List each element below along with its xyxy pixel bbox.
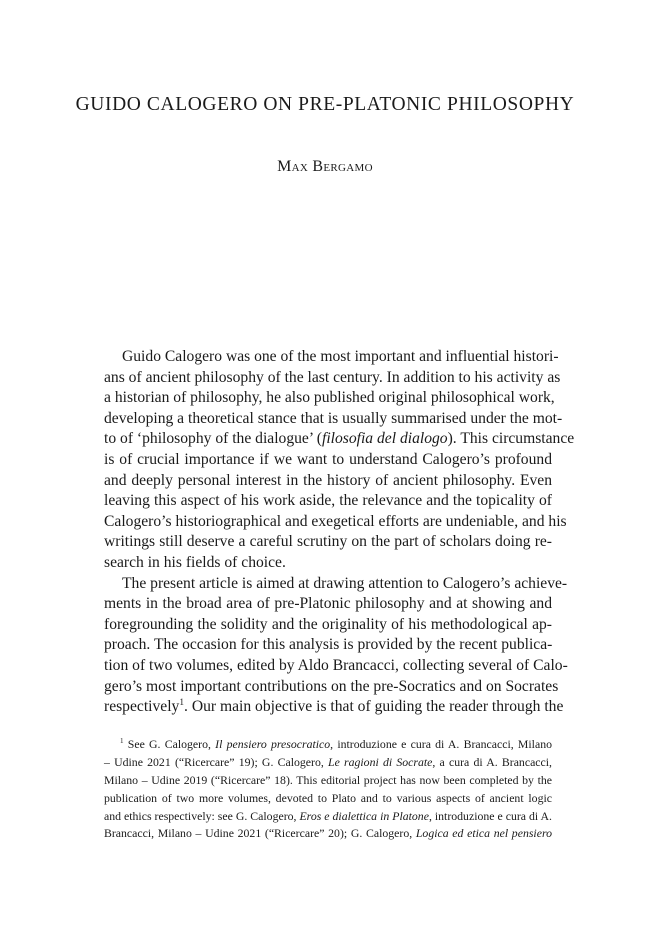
text-run: , introduzione e cura di A. Brancacci, Milano xyxy=(330,737,552,751)
italic-title: Logica ed etica nel pensiero xyxy=(415,826,553,841)
text-line: a historian of philosophy, he also published original philosophical work, xyxy=(104,389,555,407)
text-run: to of ‘philosophy of the dialogue’ ( xyxy=(104,430,322,448)
italic-title: Eros e dialettica in Platone xyxy=(299,808,429,823)
text-run: respectively xyxy=(104,698,180,716)
author-name: Max Bergamo xyxy=(277,158,373,175)
text-run: . Our main objective is that of guiding the reader through the xyxy=(184,698,564,716)
text-line: ments in the broad area of pre-Platonic philosophy and at showing and xyxy=(104,595,552,613)
footnote-number: 1 xyxy=(120,737,124,746)
text-line: leaving this aspect of his work aside, the relevance and the topicality of xyxy=(104,492,552,510)
text-run: ). This circumstance xyxy=(447,430,575,448)
text-line: foregrounding the solidity and the originality of his methodological ap- xyxy=(104,615,552,633)
text-line: Guido Calogero was one of the most important and influential histori- xyxy=(122,348,559,365)
italic-term: filosofia del dialogo xyxy=(321,430,448,448)
text-line: The present article is aimed at drawing attention to Calogero’s achieve- xyxy=(122,574,568,592)
text-line: tion of two volumes, edited by Aldo Brancacci, collecting several of Calo- xyxy=(104,656,568,674)
footnotes xyxy=(104,736,552,843)
italic-title: Le ragioni di Socrate xyxy=(328,754,433,769)
text-run: See G. Calogero, xyxy=(127,737,216,751)
text-line: gero’s most important contributions on the pre-Socratics and on Socrates xyxy=(104,677,559,695)
text-run: – Udine 2021 (“Ricercare” 19); G. Calogero, xyxy=(104,754,329,769)
paragraph-2 xyxy=(104,574,568,718)
footnote-line xyxy=(104,808,552,826)
text-line: ans of ancient philosophy of the last century. In addition to his activity as xyxy=(104,368,561,386)
text-run: , introduzione e cura di A. xyxy=(428,808,552,823)
text-run: publication of two more volumes, devoted to Plato and to various aspects of ancient logic xyxy=(104,790,552,805)
text-run: and ethics respectively: see G. Calogero, xyxy=(104,808,300,823)
text-run: Brancacci, Milano – Udine 2021 (“Ricercare” 20); G. Calogero, xyxy=(104,826,416,841)
article-title: GUIDO CALOGERO ON PRE-PLATONIC PHILOSOPHY xyxy=(75,94,575,115)
footnote-line xyxy=(104,772,552,790)
footnote-line xyxy=(104,754,552,772)
text-line: search in his fields of choice. xyxy=(104,553,286,571)
text-line: is of crucial importance if we want to understand Calogero’s profound xyxy=(104,450,552,468)
text-line xyxy=(104,697,564,718)
text-line: writings still deserve a careful scrutiny on the part of scholars doing re- xyxy=(104,533,552,551)
text-run: Milano – Udine 2019 (“Ricercare” 18). This editorial project has now been completed by the xyxy=(104,772,552,787)
body-text xyxy=(104,347,575,718)
italic-title: Il pensiero presocratico xyxy=(215,737,331,751)
text-line xyxy=(104,429,575,450)
text-line: proach. The occasion for this analysis is provided by the recent publica- xyxy=(104,636,553,654)
text-line: Calogero’s historiographical and exegetical efforts are undeniable, and his xyxy=(104,512,567,530)
footnote-marker[interactable]: 1 xyxy=(179,697,185,708)
text-run: , a cura di A. Brancacci, xyxy=(432,754,552,769)
text-line: and deeply personal interest in the history of ancient philosophy. Even xyxy=(104,471,552,489)
footnote-line xyxy=(104,790,552,808)
footnote-line xyxy=(104,736,552,754)
paragraph-1 xyxy=(104,347,575,574)
footnote-line xyxy=(104,825,552,843)
text-line: developing a theoretical stance that is usually summarised under the mot- xyxy=(104,409,563,427)
